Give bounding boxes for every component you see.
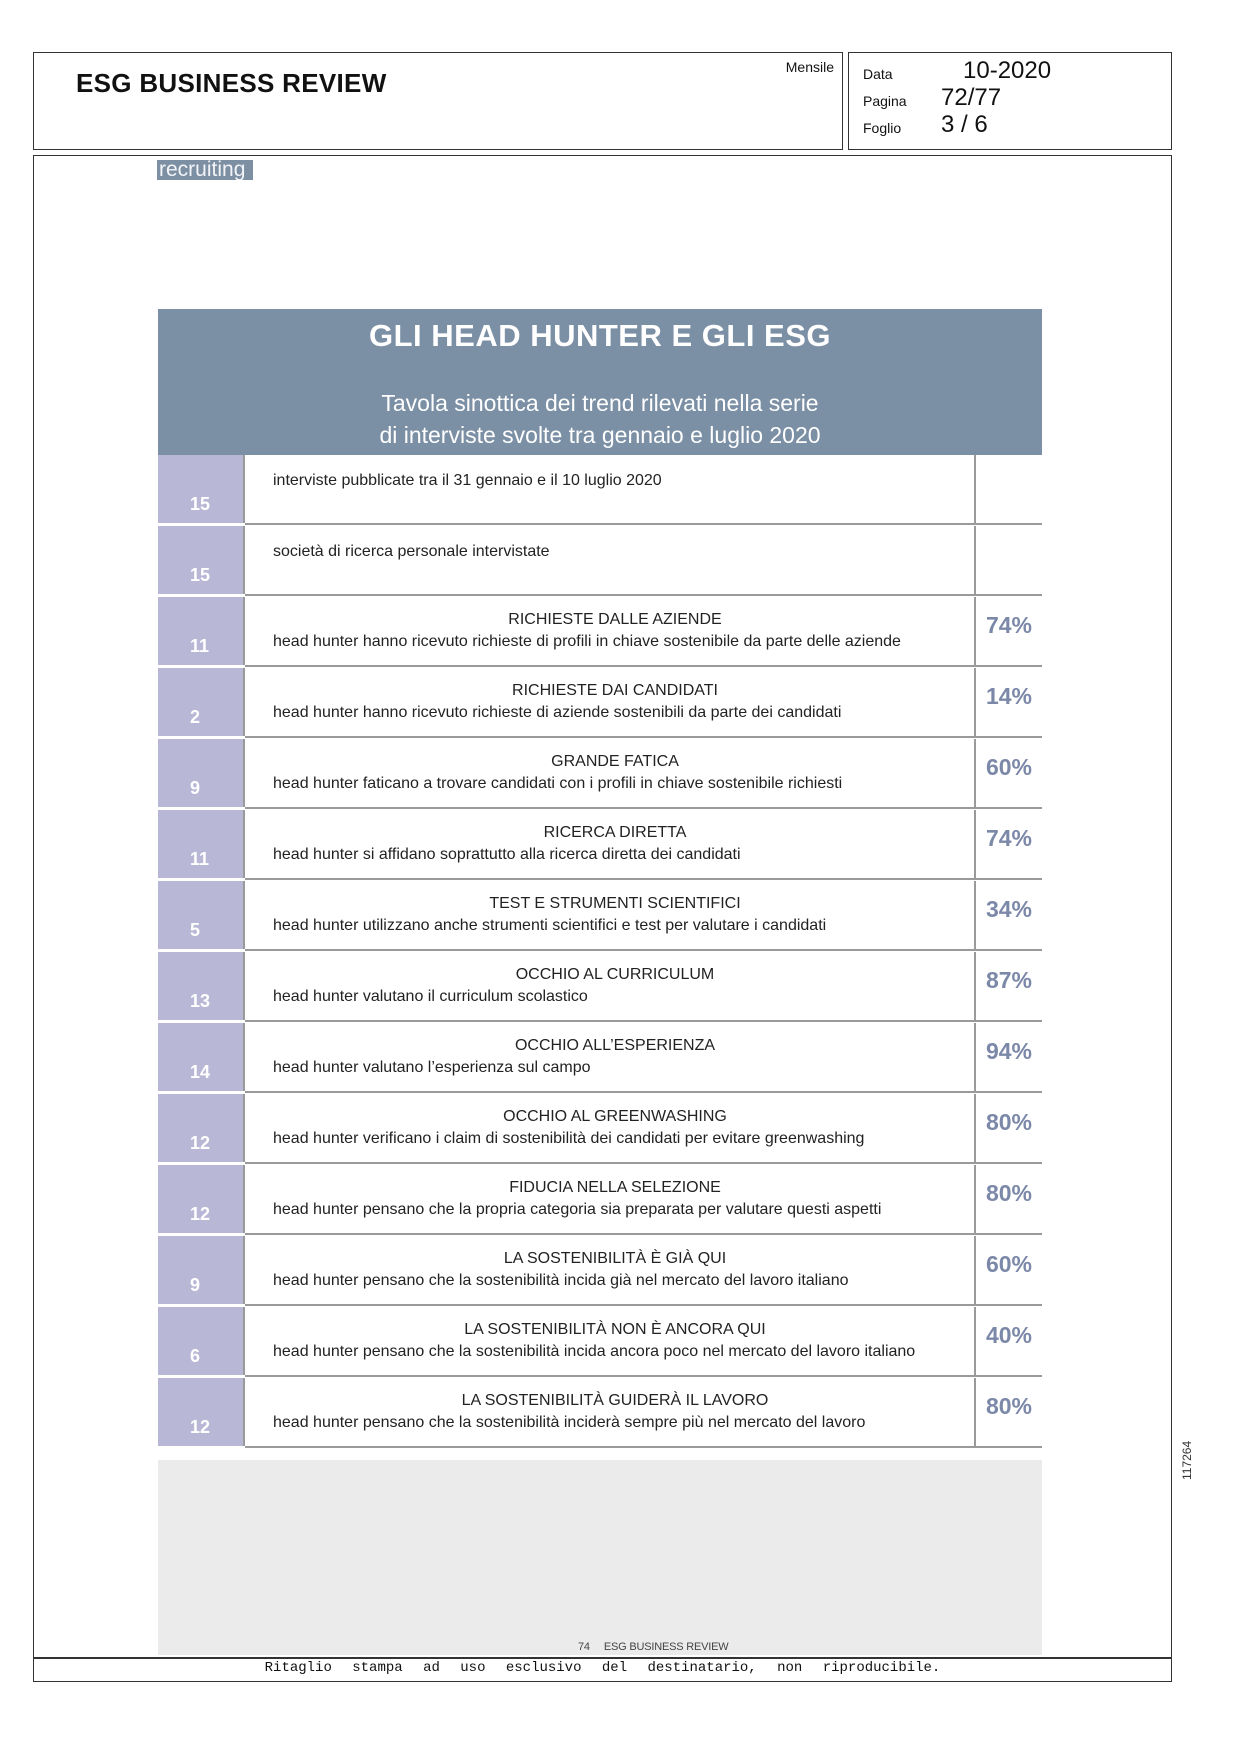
row-heading: LA SOSTENIBILITÀ GUIDERÀ IL LAVORO	[461, 1392, 769, 1409]
divider	[245, 1020, 1042, 1022]
count-value: 15	[190, 565, 211, 585]
row-text: head hunter faticano a trovare candidati con i profili in chiave sostenibile richiesti	[273, 775, 843, 792]
count-value: 6	[190, 1346, 201, 1366]
folio-page-number: 74	[578, 1641, 590, 1653]
count-cell	[158, 952, 243, 1020]
table-row	[158, 881, 1042, 952]
row-text: head hunter verificano i claim di sostenibilità dei candidati per evitare greenwashing	[273, 1130, 865, 1147]
folio-publication: ESG BUSINESS REVIEW	[603, 1641, 729, 1653]
count-cell	[158, 668, 243, 736]
table-row	[158, 455, 1042, 526]
divider	[245, 1233, 1042, 1235]
divider	[974, 455, 976, 523]
percentage: 60%	[985, 754, 1033, 780]
table-row	[158, 1165, 1042, 1236]
count-cell	[158, 810, 243, 878]
subtitle-line: di interviste svolte tra gennaio e luglio 2020	[379, 422, 821, 448]
meta-value: 3 / 6	[941, 111, 988, 138]
divider	[245, 736, 1042, 738]
metadata-box	[848, 52, 1172, 150]
row-heading: RICERCA DIRETTA	[543, 824, 687, 841]
footer-divider	[33, 1657, 1172, 1659]
row-heading: OCCHIO ALL’ESPERIENZA	[514, 1037, 716, 1054]
divider	[158, 1446, 243, 1449]
row-text: head hunter pensano che la propria categoria sia preparata per valutare questi aspetti	[273, 1201, 882, 1218]
count-value: 12	[190, 1417, 211, 1437]
table-row	[158, 1378, 1042, 1449]
percentage: 74%	[985, 825, 1033, 851]
row-heading: RICHIESTE DALLE AZIENDE	[508, 611, 722, 628]
meta-row-sheet	[863, 111, 1163, 139]
count-value: 13	[190, 991, 211, 1011]
meta-row-page	[863, 84, 1163, 112]
row-text: head hunter hanno ricevuto richieste di aziende sostenibili da parte dei candidati	[273, 704, 842, 721]
table-title: GLI HEAD HUNTER E GLI ESG	[368, 318, 832, 353]
frequency-label: Mensile	[785, 59, 834, 75]
percentage: 80%	[985, 1180, 1033, 1206]
table-row	[158, 597, 1042, 668]
meta-label: Data	[863, 66, 893, 82]
row-text: head hunter pensano che la sostenibilità incida già nel mercato del lavoro italiano	[273, 1272, 849, 1289]
divider	[245, 1162, 1042, 1164]
divider	[245, 1091, 1042, 1093]
divider	[245, 594, 1042, 596]
count-value: 5	[190, 920, 201, 940]
count-value: 2	[190, 707, 201, 727]
percentage: 74%	[985, 612, 1033, 638]
count-cell	[158, 1023, 243, 1091]
clipping-code: 117264	[1180, 1440, 1194, 1480]
divider	[245, 665, 1042, 667]
row-heading: TEST E STRUMENTI SCIENTIFICI	[489, 895, 741, 912]
divider	[974, 526, 976, 594]
count-cell	[158, 1165, 243, 1233]
copyright-notice: Ritaglio stampa ad uso esclusivo del destinatario, non riproducibile.	[264, 1660, 941, 1676]
table-subtitle	[158, 387, 1042, 451]
count-value: 15	[190, 494, 211, 514]
table-row	[158, 1023, 1042, 1094]
count-value: 11	[190, 636, 210, 656]
row-text: head hunter pensano che la sostenibilità inciderà sempre più nel mercato del lavoro	[273, 1414, 866, 1431]
count-cell	[158, 526, 243, 594]
row-heading: LA SOSTENIBILITÀ È GIÀ QUI	[503, 1250, 727, 1267]
count-value: 11	[190, 849, 210, 869]
row-text: head hunter si affidano soprattutto alla ricerca diretta dei candidati	[273, 846, 741, 863]
publication-title: ESG BUSINESS REVIEW	[76, 68, 387, 98]
count-cell	[158, 1236, 243, 1304]
meta-value: 10-2020	[963, 57, 1052, 84]
row-heading: OCCHIO AL CURRICULUM	[515, 966, 715, 983]
row-text: interviste pubblicate tra il 31 gennaio e il 10 luglio 2020	[273, 472, 662, 489]
count-value: 9	[190, 1275, 201, 1295]
table-row	[158, 668, 1042, 739]
percentage: 34%	[985, 896, 1033, 922]
row-heading: GRANDE FATICA	[551, 753, 679, 770]
publication-header	[33, 52, 843, 150]
table-row	[158, 810, 1042, 881]
row-text: head hunter pensano che la sostenibilità incida ancora poco nel mercato del lavoro italiano	[273, 1343, 916, 1360]
section-label: recruiting	[157, 160, 253, 180]
percentage: 80%	[985, 1393, 1033, 1419]
divider	[245, 1304, 1042, 1306]
count-value: 9	[190, 778, 201, 798]
table-row	[158, 1094, 1042, 1165]
row-text: head hunter valutano l’esperienza sul campo	[273, 1059, 591, 1076]
count-cell	[158, 881, 243, 949]
divider	[245, 949, 1042, 951]
description-cell	[245, 455, 1131, 523]
table-row	[158, 952, 1042, 1023]
divider	[245, 523, 1042, 525]
percentage: 80%	[985, 1109, 1033, 1135]
percentage: 94%	[985, 1038, 1033, 1064]
row-heading: LA SOSTENIBILITÀ NON È ANCORA QUI	[464, 1321, 766, 1338]
trend-table	[158, 455, 1042, 1449]
meta-row-date	[863, 57, 1163, 85]
table-row	[158, 1307, 1042, 1378]
table-row	[158, 526, 1042, 597]
table-header	[158, 309, 1042, 455]
page-folio	[578, 1641, 728, 1653]
divider	[245, 1375, 1042, 1377]
row-text: head hunter valutano il curriculum scolastico	[273, 988, 588, 1005]
count-value: 12	[190, 1133, 211, 1153]
blank-panel	[158, 1460, 1042, 1655]
count-cell	[158, 455, 243, 523]
row-text: head hunter utilizzano anche strumenti scientifici e test per valutare i candidati	[273, 917, 827, 934]
table-row	[158, 1236, 1042, 1307]
subtitle-line: Tavola sinottica dei trend rilevati nella serie	[381, 390, 819, 416]
row-heading: OCCHIO AL GREENWASHING	[503, 1108, 727, 1125]
divider	[245, 1446, 1042, 1448]
table-row	[158, 739, 1042, 810]
meta-label: Pagina	[863, 93, 907, 109]
divider	[245, 807, 1042, 809]
row-text: head hunter hanno ricevuto richieste di profili in chiave sostenibile da parte delle aziende	[273, 633, 901, 650]
divider	[245, 878, 1042, 880]
row-heading: RICHIESTE DAI CANDIDATI	[512, 682, 718, 699]
percentage: 40%	[985, 1322, 1033, 1348]
count-cell	[158, 1378, 243, 1446]
percentage: 87%	[985, 967, 1033, 993]
percentage: 60%	[985, 1251, 1033, 1277]
meta-label: Foglio	[863, 120, 902, 136]
count-value: 14	[190, 1062, 211, 1082]
count-cell	[158, 597, 243, 665]
meta-value: 72/77	[941, 84, 1002, 111]
row-heading: FIDUCIA NELLA SELEZIONE	[509, 1179, 721, 1196]
percentage: 14%	[985, 683, 1033, 709]
count-cell	[158, 1307, 243, 1375]
row-text: società di ricerca personale intervistate	[273, 543, 550, 560]
count-value: 12	[190, 1204, 211, 1224]
description-cell	[245, 526, 1131, 594]
count-cell	[158, 739, 243, 807]
count-cell	[158, 1094, 243, 1162]
